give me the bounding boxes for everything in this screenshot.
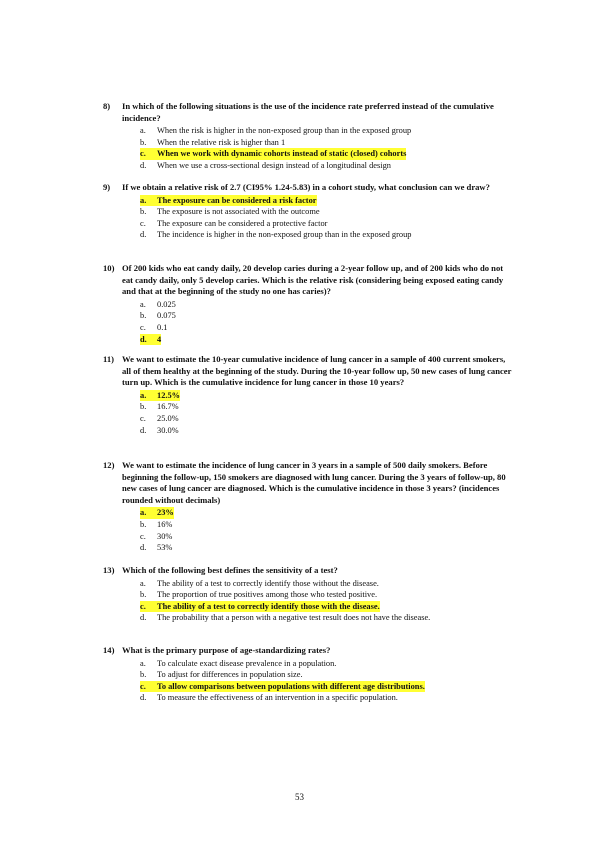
question-text: If we obtain a relative risk of 2.7 (CI95% 1.24-5.83) in a cohort study, what conclusion can we draw? <box>122 182 490 192</box>
question-number: 12) <box>103 460 115 470</box>
option-d: d. When we use a cross-sectional design instead of a longitudinal design <box>140 160 391 170</box>
option-a: a. The ability of a test to correctly identify those without the disease. <box>140 578 379 588</box>
question-number: 10) <box>103 263 115 273</box>
option-c-correct: c. The ability of a test to correctly identify those with the disease. <box>140 601 380 611</box>
question-10 <box>103 263 513 345</box>
option-a-correct: a. 23% <box>140 508 174 518</box>
question-13 <box>103 565 513 624</box>
question-12 <box>103 460 513 554</box>
option-d: d. The incidence is higher in the non-exposed group than in the exposed group <box>140 230 412 240</box>
option-b: b. To adjust for differences in population size. <box>140 670 303 680</box>
option-b: b. When the relative risk is higher than 1 <box>140 137 286 147</box>
option-a: a. To calculate exact disease prevalence in a population. <box>140 658 337 668</box>
question-text: Of 200 kids who eat candy daily, 20 develop caries during a 2-year follow up, and of 200 kids who do not eat candy daily, only 5 develop caries. Which is the relative risk (considering being exposed eating candy and that at the beginning of the study no one has caries)? <box>122 263 504 297</box>
option-b: b. 0.075 <box>140 311 176 321</box>
option-d: d. 30.0% <box>140 425 179 435</box>
option-b: b. The proportion of true positives among those who tested positive. <box>140 590 378 600</box>
question-14 <box>103 645 513 704</box>
option-c: c. The exposure can be considered a protective factor <box>140 218 328 228</box>
option-a-correct: a. 12.5% <box>140 390 181 400</box>
question-9 <box>103 182 513 241</box>
question-text: We want to estimate the incidence of lung cancer in 3 years in a sample of 500 daily smokers. Before beginning the follow-up, 150 smokers are diagnosed with lung cancer. During the 3 years of follow-up, 80 new cases of lung cancer are diagnosed. Which is the cumulative incidence in those 3 years? (incidences rounded without decimals) <box>122 460 506 505</box>
question-number: 9) <box>103 182 111 192</box>
option-a: a. 0.025 <box>140 299 176 309</box>
option-a-correct: a. The exposure can be considered a risk factor <box>140 195 317 205</box>
question-text: We want to estimate the 10-year cumulative incidence of lung cancer in a sample of 400 current smokers, all of them healthy at the beginning of the study. During the 10-year follow up, 50 new cases of lung cancer turn up. Which is the cumulative incidence for lung cancer in those 10 years? <box>122 354 512 388</box>
option-c: c. 0.1 <box>140 322 168 332</box>
question-11 <box>103 354 513 436</box>
option-c: c. 30% <box>140 531 173 541</box>
option-d: d. 53% <box>140 543 173 553</box>
option-c-correct: c. When we work with dynamic cohorts instead of static (closed) cohorts <box>140 149 407 159</box>
option-b: b. 16.7% <box>140 402 179 412</box>
option-c-correct: c. To allow comparisons between populations with different age distributions. <box>140 681 425 691</box>
question-text: What is the primary purpose of age-standardizing rates? <box>122 645 331 655</box>
question-number: 8) <box>103 101 111 111</box>
option-d-correct: d. 4 <box>140 334 162 344</box>
option-b: b. 16% <box>140 519 173 529</box>
option-d: d. To measure the effectiveness of an intervention in a specific population. <box>140 693 398 703</box>
option-a: a. When the risk is higher in the non-exposed group than in the exposed group <box>140 126 412 136</box>
page-number: 53 <box>295 792 304 802</box>
question-text: Which of the following best defines the sensitivity of a test? <box>122 565 338 575</box>
question-number: 11) <box>103 354 114 364</box>
question-text: In which of the following situations is the use of the incidence rate preferred instead of the cumulative incidence? <box>122 101 494 123</box>
question-8 <box>103 101 513 172</box>
option-d: d. The probability that a person with a negative test result does not have the disease. <box>140 613 431 623</box>
option-b: b. The exposure is not associated with the outcome <box>140 207 320 217</box>
option-c: c. 25.0% <box>140 413 179 423</box>
question-number: 13) <box>103 565 115 575</box>
question-number: 14) <box>103 645 115 655</box>
